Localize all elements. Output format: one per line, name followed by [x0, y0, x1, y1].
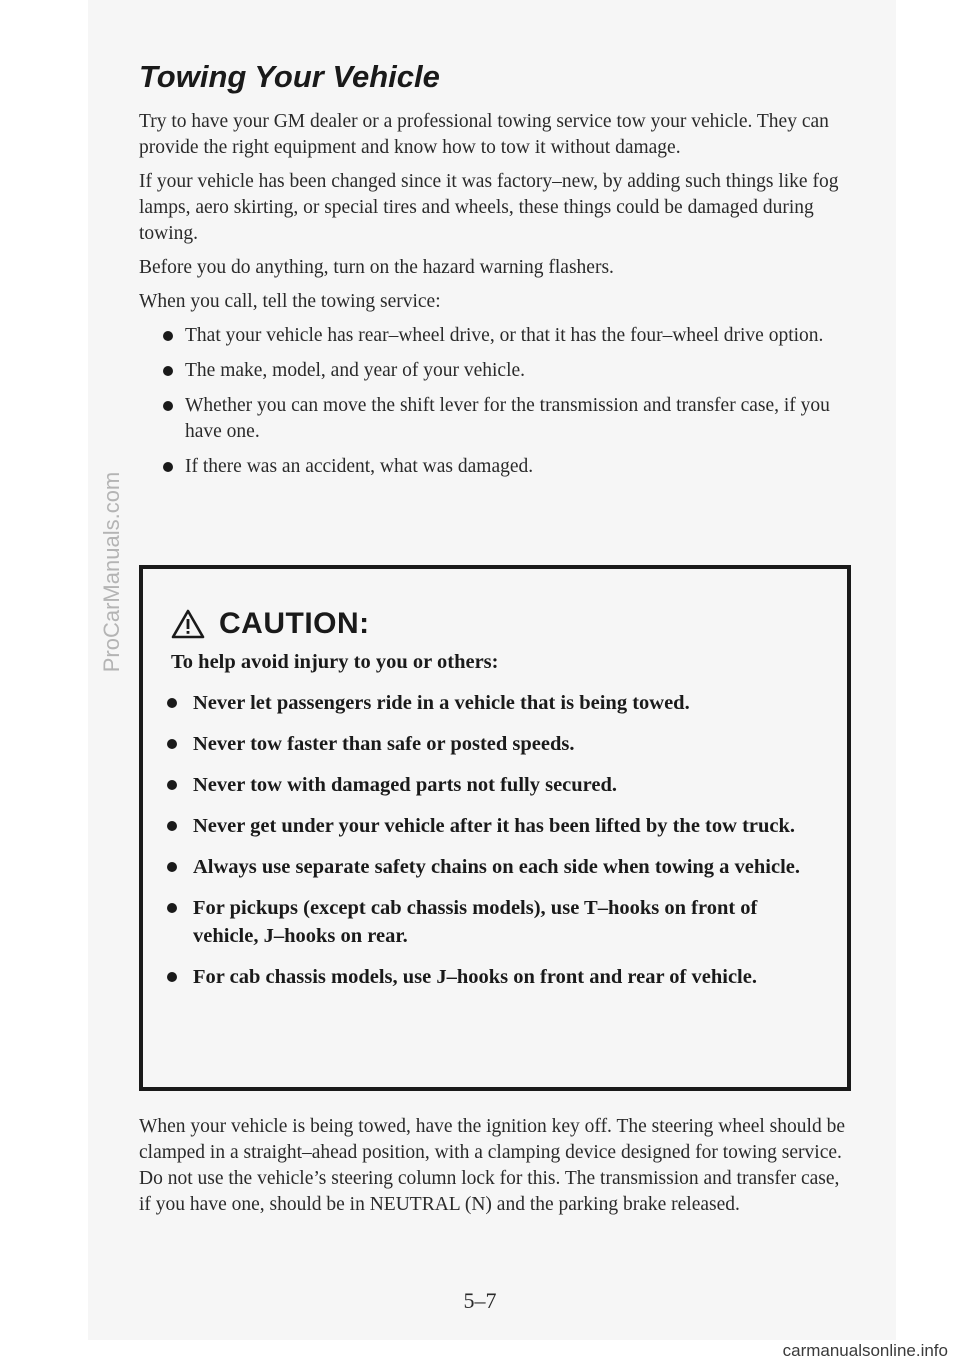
paragraph-call: When you call, tell the towing service: — [139, 291, 441, 313]
bullet-icon — [167, 739, 177, 749]
paragraph-towing-procedure: When your vehicle is being towed, have the ignition key off. The steering wheel should be clamped in a straight–ahead position, with a clamping device designed for towing service. Do not use the vehicle’s steering column lock for this. The transmission and transfer case, if you have one, should be in NEUTRAL (N) and the parking brake released. — [139, 1116, 845, 1215]
caution-item — [167, 963, 827, 991]
list-item-text: If there was an accident, what was damaged. — [185, 456, 534, 478]
caution-item-text: For pickups (except cab chassis models), use T–hooks on front of vehicle, J–hooks on rear. — [193, 897, 758, 947]
caution-item-text: Never tow faster than safe or posted speeds. — [193, 733, 575, 755]
caution-item — [167, 689, 827, 717]
list-item — [139, 393, 851, 445]
paragraph-hazard: Before you do anything, turn on the hazard warning flashers. — [139, 257, 614, 279]
page-title: Towing Your Vehicle — [139, 59, 440, 94]
bullet-icon — [167, 903, 177, 913]
bullet-icon — [163, 331, 173, 341]
list-item-text: Whether you can move the shift lever for the transmission and transfer case, if you have one. — [185, 395, 830, 443]
main-content — [139, 58, 851, 489]
bullet-icon — [163, 401, 173, 411]
caution-item — [167, 771, 827, 799]
bullet-icon — [167, 780, 177, 790]
warning-triangle-icon — [171, 608, 205, 640]
bullet-icon — [163, 462, 173, 472]
bullet-icon — [167, 862, 177, 872]
page-number: 5–7 — [463, 1288, 497, 1313]
paragraph-intro: Try to have your GM dealer or a professional towing service tow your vehicle. They can provide the right equipment and know how to tow it without damage. — [139, 111, 829, 159]
caution-item-text: Never tow with damaged parts not fully secured. — [193, 774, 618, 796]
caution-item — [167, 730, 827, 758]
caution-item — [167, 894, 827, 950]
bullet-icon — [167, 698, 177, 708]
caution-intro: To help avoid injury to you or others: — [171, 651, 499, 673]
bottom-watermark: carmanualsonline.info — [782, 1341, 948, 1360]
list-item-text: That your vehicle has rear–wheel drive, or that it has the four–wheel drive option. — [185, 325, 824, 347]
list-item — [139, 323, 851, 349]
caution-list — [167, 689, 827, 1004]
bullet-icon — [163, 366, 173, 376]
towing-service-list — [139, 323, 851, 480]
caution-item — [167, 812, 827, 840]
caution-item-text: Always use separate safety chains on each side when towing a vehicle. — [193, 856, 801, 878]
list-item — [139, 358, 851, 384]
paragraph-modifications: If your vehicle has been changed since it was factory–new, by adding such things like fog lamps, aero skirting, or special tires and wheels, these things could be damaged during towing. — [139, 171, 839, 245]
caution-heading — [171, 607, 370, 641]
list-item-text: The make, model, and year of your vehicle. — [185, 360, 526, 382]
side-watermark: ProCarManuals.com — [99, 471, 124, 673]
bullet-icon — [167, 821, 177, 831]
caution-item-text: Never let passengers ride in a vehicle that is being towed. — [193, 692, 690, 714]
caution-item — [167, 853, 827, 881]
closing-section — [139, 1114, 851, 1226]
caution-box — [139, 565, 851, 1091]
bullet-icon — [167, 972, 177, 982]
caution-item-text: Never get under your vehicle after it has been lifted by the tow truck. — [193, 815, 796, 837]
caution-label: CAUTION: — [219, 607, 370, 640]
list-item — [139, 454, 851, 480]
caution-item-text: For cab chassis models, use J–hooks on front and rear of vehicle. — [193, 966, 757, 988]
